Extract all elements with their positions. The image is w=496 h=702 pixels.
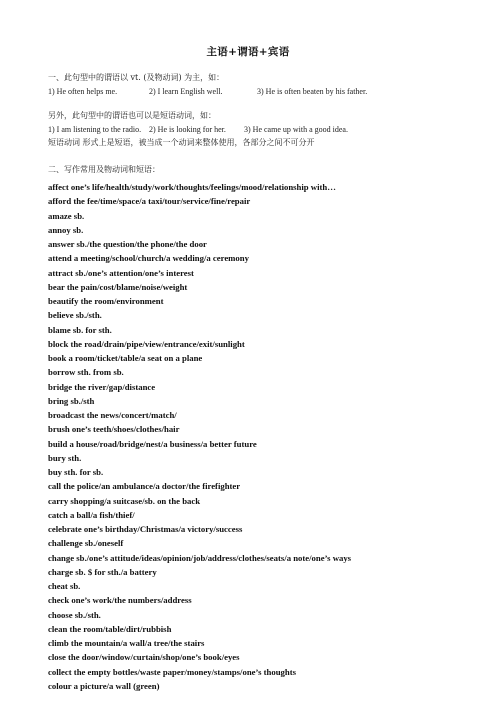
phrase-item: attract sb./one’s attention/one’s interest <box>48 267 194 278</box>
phrase-item: celebrate one’s birthday/Christmas/a victory/success <box>48 524 243 534</box>
phrase-item: bring sb./sth <box>48 395 95 406</box>
phrase-item: annoy sb. <box>48 224 84 235</box>
section1-examples2 <box>48 124 468 136</box>
section1-note: 另外，此句型中的谓语也可以是短语动词，如： <box>48 111 216 120</box>
phrasal-verb-explanation: 短语动词 形式上是短语，被当成一个动词来整体使用，各部分之间不可分开 <box>48 138 315 147</box>
example-2: 2) I learn English well. <box>149 87 223 96</box>
page-title: 主语+谓语+宾语 <box>206 46 290 58</box>
phrase-item: blame sb. for sth. <box>48 324 112 335</box>
section1-examples <box>48 86 468 98</box>
phrase-item: brush one’s teeth/shoes/clothes/hair <box>48 424 180 435</box>
section2-heading: 二、写作常用及物动词和短语： <box>48 165 160 174</box>
phrase-list <box>48 180 468 693</box>
phrase-item: broadcast the news/concert/match/ <box>48 410 177 420</box>
phrase-item: afford the fee/time/space/a taxi/tour/service/fine/repair <box>48 196 251 207</box>
phrase-item: borrow sth. from sb. <box>48 367 124 378</box>
phrase-item: collect the empty bottles/waste paper/money/stamps/one’s thoughts <box>48 666 296 677</box>
phrase-item: call the police/an ambulance/a doctor/the firefighter <box>48 481 241 492</box>
phrase-item: choose sb./sth. <box>48 609 101 620</box>
phrase-item: clean the room/table/dirt/rubbish <box>48 623 172 634</box>
phrase-item: catch a ball/a fish/thief/ <box>48 509 135 520</box>
example2-3: 3) He came up with a good idea. <box>244 125 348 134</box>
phrase-item: cheat sb. <box>48 581 81 591</box>
phrase-item: colour a picture/a wall (green) <box>48 680 160 691</box>
phrase-item: affect one’s life/health/study/work/thoughts/feelings/mood/relationship with… <box>48 182 336 192</box>
phrase-item: carry shopping/a suitcase/sb. on the back <box>48 495 201 506</box>
example2-2: 2) He is looking for her. <box>149 125 226 134</box>
example-1: 1) He often helps me. <box>48 87 118 96</box>
phrase-item: bear the pain/cost/blame/noise/weight <box>48 281 188 292</box>
section1-heading: 一、此句型中的谓语以 vt. (及物动词) 为主，如： <box>48 73 225 82</box>
phrase-item: bury sth. <box>48 452 82 463</box>
example-3: 3) He is often beaten by his father. <box>257 87 368 96</box>
example2-1: 1) I am listening to the radio. <box>48 125 142 134</box>
phrase-item: beautify the room/environment <box>48 296 164 306</box>
phrase-item: buy sth. for sb. <box>48 467 104 477</box>
phrase-item: check one’s work/the numbers/address <box>48 595 192 606</box>
phrase-item: close the door/window/curtain/shop/one’s book/eyes <box>48 652 240 663</box>
phrase-item: build a house/road/bridge/nest/a business/a better future <box>48 438 257 449</box>
phrase-item: believe sb./sth. <box>48 310 102 321</box>
phrase-item: climb the mountain/a wall/a tree/the stairs <box>48 638 205 648</box>
phrase-item: answer sb./the question/the phone/the door <box>48 239 207 249</box>
phrase-item: bridge the river/gap/distance <box>48 381 156 392</box>
phrase-item: change sb./one’s attitude/ideas/opinion/job/address/clothes/seats/a note/one’s ways <box>48 552 352 563</box>
phrase-item: attend a meeting/school/church/a wedding/a ceremony <box>48 253 249 264</box>
phrase-item: book a room/ticket/table/a seat on a plane <box>48 353 203 363</box>
phrase-item: charge sb. $ for sth./a battery <box>48 566 157 577</box>
phrase-item: block the road/drain/pipe/view/entrance/exit/sunlight <box>48 338 245 349</box>
phrase-item: challenge sb./oneself <box>48 538 124 549</box>
phrase-item: amaze sb. <box>48 210 85 221</box>
